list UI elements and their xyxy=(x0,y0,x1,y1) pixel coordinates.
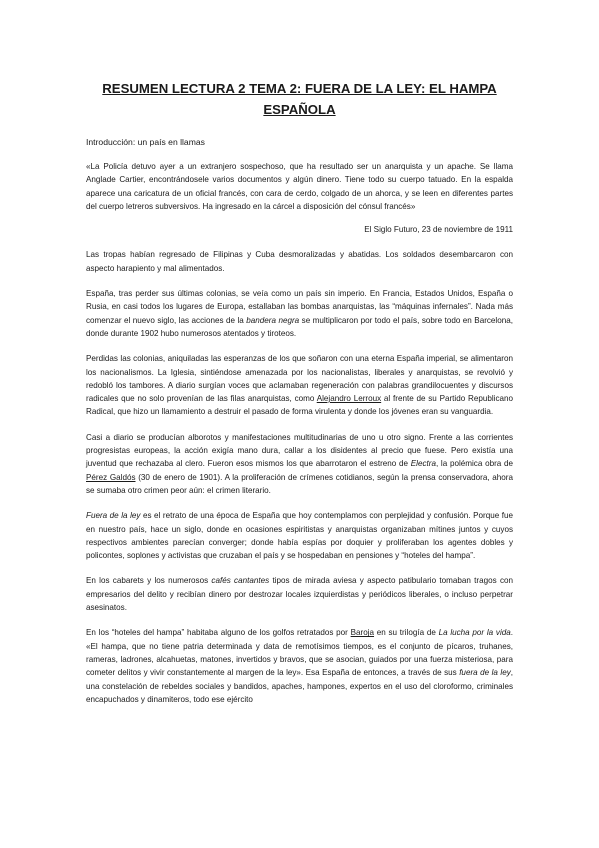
paragraph-7-text-a: En los “hoteles del hampa” habitaba alguno de los golfos retratados por xyxy=(86,628,351,638)
paragraph-6-text-c: tipos de mirada aviesa y aspecto patibulario tomaban tragos con empresarios del delito y recibían dinero por destrozar locales izquierdistas y periódicos liberales, o incluso perpetrar asesinatos. xyxy=(86,576,513,613)
paragraph-7-text-e: . «El hampa, que no tiene patria determinada y data de remotísimos tiempos, es el conjunto de pícaros, truhanes, rameras, ladrones, alcahuetas, matones, invertidos y bravos, que se asocian, guiados por una fuerza misteriosa, para cometer delitos y vivir constantemente al margen de la ley». Esa España de entonces, a través de sus xyxy=(86,628,514,678)
paragraph-3 xyxy=(86,352,513,418)
electra-title: Electra xyxy=(410,459,436,469)
paragraph-3-text-c: al frente de su Partido Republicano Radical, que hizo un llamamiento a destruir el pasado de forma virulenta y donde los jóvenes eran su vanguardia. xyxy=(86,394,513,417)
paragraph-7-text-c: en su trilogía de xyxy=(374,628,439,638)
lerroux-link[interactable]: Alejandro Lerroux xyxy=(316,394,382,404)
paragraph-4-text-a: Casi a diario se producían alborotos y manifestaciones multitudinarias de uno u otro signo. Frente a las corrientes progresistas europeas, la acción exigía mano dura, callar a los disidentes al precio que fuese. Pero existía una juventud que rechazaba al clero. Fueron esos mismos los que abarrotaron el estreno de xyxy=(86,432,513,469)
fuera-de-la-ley-term: fuera de la ley xyxy=(459,668,511,678)
paragraph-6 xyxy=(86,574,513,614)
fuera-de-la-ley-title: Fuera de la ley xyxy=(86,511,141,521)
baroja-link[interactable]: Baroja xyxy=(350,628,375,638)
bandera-negra-term: bandera negra xyxy=(246,315,300,325)
intro-heading: Introducción: un país en llamas xyxy=(86,137,205,147)
paragraph-7 xyxy=(86,626,513,706)
paragraph-2-text-c: se multiplicaron por todo el país, sobre todo en Barcelona, donde durante 1902 hubo numerosos atentados y tiroteos. xyxy=(86,315,513,338)
galdos-link[interactable]: Pérez Galdós xyxy=(86,472,136,482)
la-lucha-por-la-vida-title: La lucha por la vida xyxy=(438,628,511,638)
paragraph-3-text-a: Perdidas las colonias, aniquiladas las esperanzas de los que soñaron con una eterna España imperial, se alimentaron los nacionalismos. La Iglesia, sintiéndose amenazada por los nacionalistas, liberales y anarquistas, se revolvió y redobló los tambores. A diario surgían voces que aclamaban regeneración con palabras grandilocuentes y discursos radicales que no solo provenían de las filas anarquistas, como xyxy=(86,354,513,404)
paragraph-4 xyxy=(86,431,513,497)
paragraph-6-text-a: En los cabarets y los numerosos xyxy=(86,576,212,586)
paragraph-2 xyxy=(86,287,513,340)
paragraph-1: Las tropas habían regresado de Filipinas y Cuba desmoralizadas y abatidas. Los soldados desembarcaron con aspecto harapiento y mal alimentados. xyxy=(86,250,513,273)
paragraph-4-text-e: (30 de enero de 1901). A la proliferación de crímenes cotidianos, según la prensa conservadora, ahora se sumaba otro crimen peor aún: el crimen literario. xyxy=(86,472,514,495)
quote-citation: El Siglo Futuro, 23 de noviembre de 1911 xyxy=(364,225,513,235)
cafes-cantantes-term: cafés cantantes xyxy=(211,576,270,586)
opening-quote: «La Policía detuvo ayer a un extranjero sospechoso, que ha resultado ser un anarquista y un apache. Se llama Anglade Cartier, encontrándosele varios documentos y algún dinero. Tiene todo su cuerpo tatuado. En la espalda aparece una caricatura de un oficial francés, con cara de cerdo, colgado de un ahorca, y se leen en diferentes partes del cuerpo letreros subversivos. Ha ingresado en la cárcel a disposición del cónsul francés» xyxy=(86,162,513,211)
paragraph-5-text-b: es el retrato de una época de España que hoy contemplamos con perplejidad y confusión. Porque fue en nuestro país, hace un siglo, donde en ocasiones espiritistas y anarquistas organizaban mítines juntos y cuyos respectivos ambientes parecían converger; donde había espías por doquier y proliferaban los agentes dobles y policontes, soplones y activistas que cruzaban el país y se hospedaban en pensiones y “hoteles del hampa”. xyxy=(86,511,513,561)
paragraph-5 xyxy=(86,509,513,562)
paragraph-4-text-c: , la polémica obra de xyxy=(435,459,513,469)
paragraph-2-text-a: España, tras perder sus últimas colonias, se veía como un país sin imperio. En Francia, Estados Unidos, España o Rusia, en casi todos los lugares de Europa, estallaban las bombas anarquistas, las “máquinas infernales”. Nada más comenzar el nuevo siglo, las acciones de la xyxy=(86,289,513,325)
page-title: RESUMEN LECTURA 2 TEMA 2: FUERA DE LA LEY: EL HAMPA ESPAÑOLA xyxy=(102,81,497,117)
paragraph-7-text-g: , una constelación de rebeldes sociales y bandidos, apaches, hampones, expertos en el uso del cloroformo, criminales encapuchados y dinamiteros, todo ese ejército xyxy=(86,668,513,704)
